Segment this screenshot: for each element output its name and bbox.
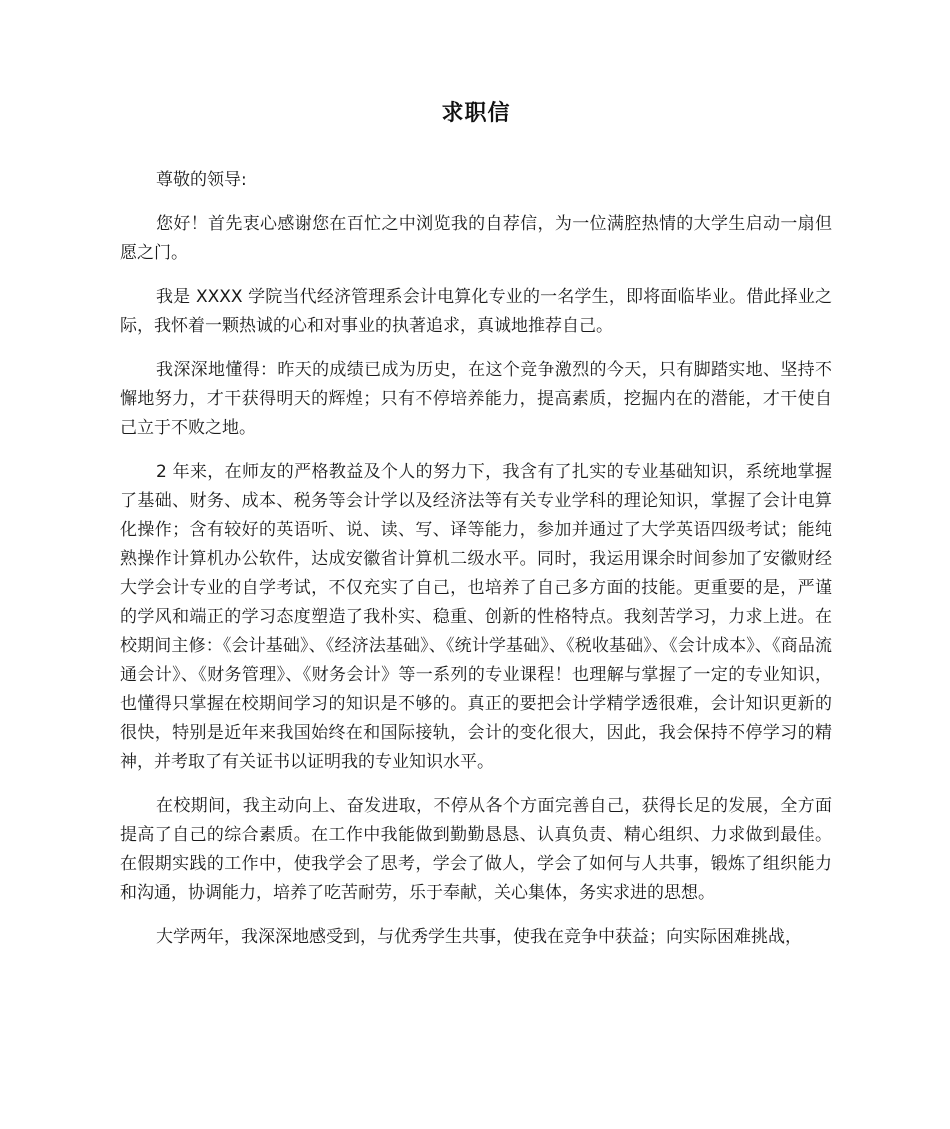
paragraph-motivation: 我深深地懂得：昨天的成绩已成为历史，在这个竞争激烈的今天，只有脚踏实地、坚持不懈地努力，才干获得明天的辉煌；只有不停培养能力，提高素质，挖掘内在的潜能，才干使自己立于不败之地。 [120, 360, 832, 438]
paragraph-campus-experience: 在校期间，我主动向上、奋发进取，不停从各个方面完善自己，获得长足的发展，全方面提高了自己的综合素质。在工作中我能做到勤勤恳恳、认真负责、精心组织、力求做到最佳。在假期实践的工作中，使我学会了思考，学会了做人，学会了如何与人共事，锻炼了组织能力和沟通，协调能力，培养了吃苦耐劳，乐于奉献，关心集体，务实求进的思想。 [120, 796, 832, 903]
paragraph-reflection: 大学两年，我深深地感受到，与优秀学生共事，使我在竞争中获益；向实际困难挑战， [156, 927, 802, 947]
paragraph-education: 2 年来，在师友的严格教益及个人的努力下，我含有了扎实的专业基础知识，系统地掌握了基础、财务、成本、税务等会计学以及经济法等有关专业学科的理论知识，掌握了会计电算化操作；含有较好的英语听、说、读、写、译等能力，参加并通过了大学英语四级考试；能纯熟操作计算机办公软件，达成安徽省计算机二级水平。同时，我运用课余时间参加了安徽财经大学会计专业的自学考试，不仅充实了自己，也培养了自己多方面的技能。更重要的是，严谨的学风和端正的学习态度塑造了我朴实、稳重、创新的性格特点。我刻苦学习，力求上进。在校期间主修：《会计基础》、《经济法基础》、《统计学基础》、《税收基础》、《会计成本》、《商品流通会计》、《财务管理》、《财务会计》等一系列的专业课程！也理解与掌握了一定的专业知识，也懂得只掌握在校期间学习的知识是不够的。真正的要把会计学精学透很难，会计知识更新的很快，特别是近年来我国始终在和国际接轨，会计的变化很大，因此，我会保持不停学习的精神，并考取了有关证书以证明我的专业知识水平。 [120, 462, 832, 772]
paragraph-introduction: 我是 XXXX 学院当代经济管理系会计电算化专业的一名学生，即将面临毕业。借此择业之际，我怀着一颗热诚的心和对事业的执著追求，真诚地推荐自己。 [120, 287, 832, 336]
paragraph-greeting: 您好！首先衷心感谢您在百忙之中浏览我的自荐信，为一位满腔热情的大学生启动一扇但愿之门。 [120, 214, 832, 263]
salutation: 尊敬的领导: [156, 170, 247, 190]
document-title: 求职信 [441, 101, 511, 126]
